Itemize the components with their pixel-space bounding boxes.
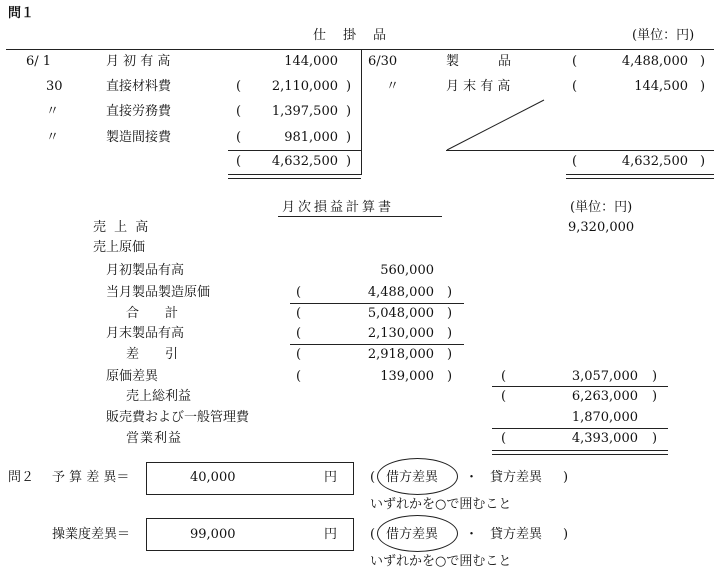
op-line [492,428,668,429]
paren-close: ) [447,326,453,341]
paren-open: ( [296,347,302,362]
sales-value: 9,320,000 [568,220,635,235]
paren-open: ( [572,54,578,69]
debit-double-line [228,174,361,179]
debit-sum-line [228,150,361,151]
paren-open: ( [236,104,242,119]
paren-close: ) [447,285,453,300]
q2-label: 問２ [8,470,35,485]
option-separator: ・ [465,527,479,542]
credit-amount-answer: 144,500 [634,79,688,94]
account-title: 仕 掛 品 [313,28,389,43]
credit-item: 製 品 [446,54,512,69]
credit-date: 6/30 [368,54,398,69]
answer-value: 99,000 [190,527,236,542]
t-account-center-line [361,49,362,175]
instruction-note: いずれかを○で囲むこと [370,554,512,569]
sales-label: 売 上 高 [93,220,151,235]
paren-open: ( [501,389,507,404]
paren-open: ( [296,326,302,341]
variance-name: 操業度差異＝ [52,527,131,542]
option-credit[interactable]: 貸方差異 [490,527,543,542]
account-unit: (単位：円) [632,28,695,43]
yen-unit: 円 [324,527,338,542]
mfg-value-answer: 4,488,000 [367,285,434,300]
diff-value-answer: 2,918,000 [367,347,434,362]
gross-label: 売上総利益 [126,389,192,404]
end-value-answer: 2,130,000 [367,326,434,341]
paren-open: ( [370,470,376,485]
paren-open: ( [296,369,302,384]
paren-close: ) [652,369,658,384]
gross-value-answer: 6,263,000 [571,389,638,404]
yen-unit: 円 [324,470,338,485]
option-debit[interactable]: 借方差異 [386,470,439,485]
option-debit[interactable]: 借方差異 [386,527,439,542]
diff-label: 差 引 [126,347,179,362]
paren-close: ) [563,527,569,542]
paren-close: ) [700,154,706,169]
sum-line [290,303,464,304]
sga-value: 1,870,000 [571,410,638,425]
credit-total-answer: 4,632,500 [621,154,688,169]
instruction-note: いずれかを○で囲むこと [370,497,512,512]
credit-amount-answer: 4,488,000 [621,54,688,69]
paren-close: ) [346,154,352,169]
debit-date: 30 [46,79,63,94]
debit-item: 直接労務費 [106,104,172,119]
option-separator: ・ [465,470,479,485]
cogs-value-answer: 3,057,000 [571,369,638,384]
op-double-line [492,450,668,455]
paren-open: ( [370,527,376,542]
debit-amount-answer: 981,000 [284,130,338,145]
option-credit[interactable]: 貸方差異 [490,470,543,485]
statement-title-underline [278,216,442,217]
debit-item: 直接材料費 [106,79,172,94]
q1-label: 問１ [8,6,35,21]
paren-open: ( [296,306,302,321]
paren-close: ) [700,79,706,94]
paren-open: ( [236,79,242,94]
debit-amount-answer: 2,110,000 [271,79,338,94]
credit-item: 月 末 有 高 [446,79,511,94]
variance-label: 原価差異 [106,369,159,384]
paren-open: ( [236,154,242,169]
sga-label: 販売費および一般管理費 [106,410,250,425]
paren-close: ) [447,306,453,321]
debit-date: 6/ 1 [26,54,52,69]
statement-unit: (単位：円) [570,200,633,215]
paren-close: ) [700,54,706,69]
paren-close: ) [346,130,352,145]
cogs-label: 売上原価 [93,240,146,255]
variance-value-answer: 139,000 [380,369,434,384]
op-label: 営業利益 [126,431,183,446]
begin-value: 560,000 [380,263,434,278]
paren-close: ) [652,431,658,446]
statement-title: 月次損益計算書 [282,200,395,215]
credit-sum-line [446,150,714,151]
debit-date: 〃 [46,104,60,119]
answer-value: 40,000 [190,470,236,485]
paren-close: ) [563,470,569,485]
credit-date: 〃 [386,79,400,94]
paren-close: ) [652,389,658,404]
paren-close: ) [447,347,453,362]
answer-box[interactable] [146,462,354,495]
credit-double-line [566,174,714,179]
paren-open: ( [572,154,578,169]
debit-amount: 144,000 [284,54,338,69]
paren-close: ) [447,369,453,384]
slash-line [446,98,546,152]
sum-label: 合 計 [126,306,179,321]
debit-date: 〃 [46,130,60,145]
paren-open: ( [296,285,302,300]
paren-close: ) [346,104,352,119]
gross-line [492,386,668,387]
debit-total: 4,632,500 [271,154,338,169]
debit-amount-answer: 1,397,500 [271,104,338,119]
mfg-label: 当月製品製造原価 [106,285,211,300]
variance-name: 予 算 差 異＝ [52,470,130,485]
debit-item: 月 初 有 高 [106,54,171,69]
begin-label: 月初製品有高 [106,263,185,278]
op-value-answer: 4,393,000 [571,431,638,446]
paren-open: ( [501,431,507,446]
answer-box[interactable] [146,518,354,551]
paren-open: ( [572,79,578,94]
sum-value-answer: 5,048,000 [367,306,434,321]
t-account-top-line [6,49,714,50]
paren-close: ) [346,79,352,94]
paren-open: ( [501,369,507,384]
end-label: 月末製品有高 [106,326,185,341]
diff-line [290,344,464,345]
debit-item: 製造間接費 [106,130,172,145]
paren-open: ( [236,130,242,145]
